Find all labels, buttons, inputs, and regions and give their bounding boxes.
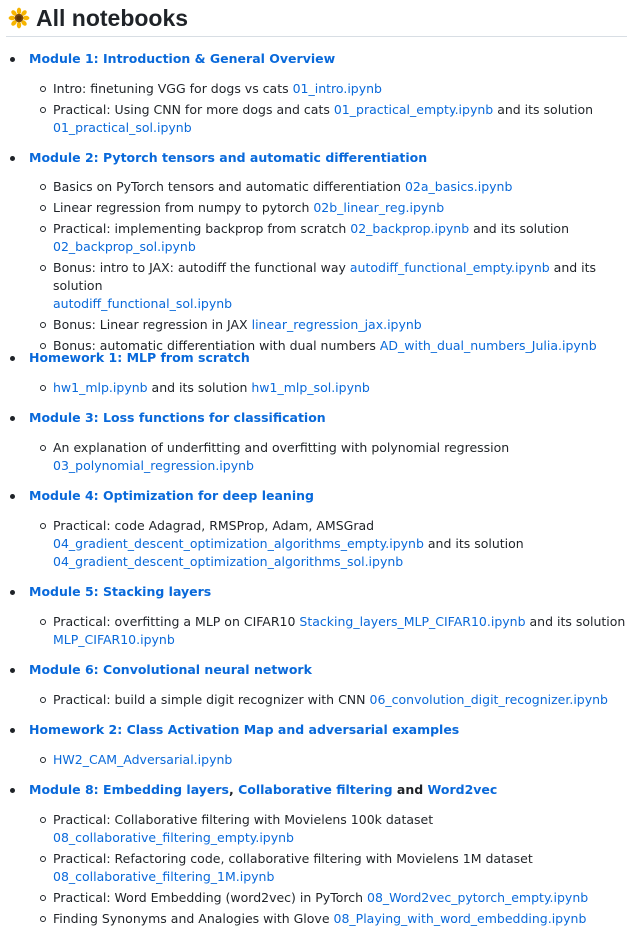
item-text: and its solution bbox=[469, 221, 569, 236]
solution-link[interactable]: autodiff_functional_sol.ipynb bbox=[53, 296, 233, 311]
homework-2-title-link[interactable]: Homework 2: Class Activation Map and adversarial examples bbox=[29, 722, 460, 737]
notebook-link[interactable]: hw1_mlp.ipynb bbox=[53, 380, 148, 395]
list-item bbox=[29, 613, 627, 649]
module-3-title-link[interactable]: Module 3: Loss functions for classification bbox=[29, 410, 326, 425]
page-header bbox=[6, 0, 627, 37]
solution-link[interactable]: hw1_mlp_sol.ipynb bbox=[251, 380, 370, 395]
module-8 bbox=[0, 781, 627, 928]
list-bullet bbox=[10, 356, 15, 361]
list-bullet bbox=[40, 916, 46, 922]
item-text: Basics on PyTorch tensors and automatic differentiation bbox=[53, 179, 405, 194]
notebook-link[interactable]: 08_Playing_with_word_embedding.ipynb bbox=[333, 911, 587, 926]
page-title: All notebooks bbox=[36, 4, 189, 31]
solution-link[interactable]: MLP_CIFAR10.ipynb bbox=[53, 632, 175, 647]
item-text: and its solution bbox=[53, 260, 597, 293]
module-5-title-link[interactable]: Module 5: Stacking layers bbox=[29, 584, 212, 599]
item-text: Bonus: automatic differentiation with dual numbers bbox=[53, 338, 380, 353]
notebook-link[interactable]: 08_collaborative_filtering_1M.ipynb bbox=[53, 869, 275, 884]
list-bullet bbox=[40, 817, 46, 823]
item-text: An explanation of underfitting and overfitting with polynomial regression bbox=[53, 440, 510, 455]
item-text: Bonus: Linear regression in JAX bbox=[53, 317, 252, 332]
module-8-title-link[interactable]: Module 8: Embedding layers bbox=[29, 782, 229, 797]
item-text: and its solution bbox=[423, 536, 524, 551]
homework-2 bbox=[0, 721, 627, 769]
title-separator: , bbox=[228, 782, 239, 797]
list-item bbox=[29, 178, 627, 196]
notebook-link[interactable]: AD_with_dual_numbers_Julia.ipynb bbox=[379, 338, 597, 353]
item-text: Finding Synonyms and Analogies with Glove bbox=[53, 911, 334, 926]
module-2-title-link[interactable]: Module 2: Pytorch tensors and automatic differentiation bbox=[29, 150, 428, 165]
module-3-items bbox=[29, 439, 627, 475]
notebook-link[interactable]: 01_intro.ipynb bbox=[292, 81, 382, 96]
list-bullet bbox=[40, 856, 46, 862]
list-bullet bbox=[40, 226, 46, 232]
list-item bbox=[29, 379, 627, 397]
list-item bbox=[29, 80, 627, 98]
list-bullet bbox=[10, 668, 15, 673]
module-5-items bbox=[29, 613, 627, 649]
item-text: and its solution bbox=[493, 102, 594, 117]
list-bullet bbox=[40, 697, 46, 703]
list-bullet bbox=[40, 445, 46, 451]
notebook-link[interactable]: Stacking_layers_MLP_CIFAR10.ipynb bbox=[299, 614, 526, 629]
list-item bbox=[29, 101, 627, 137]
module-1 bbox=[0, 50, 627, 137]
notebook-link[interactable]: 02_backprop.ipynb bbox=[350, 221, 470, 236]
module-2-items bbox=[29, 178, 627, 355]
list-item bbox=[29, 811, 627, 847]
module-3 bbox=[0, 409, 627, 475]
item-text: Practical: code Adagrad, RMSProp, Adam, AMSGrad bbox=[53, 518, 375, 533]
module-1-items bbox=[29, 80, 627, 137]
list-bullet bbox=[10, 57, 15, 62]
notebook-link[interactable]: 02b_linear_reg.ipynb bbox=[313, 200, 445, 215]
list-item bbox=[29, 889, 627, 907]
list-item bbox=[29, 199, 627, 217]
list-item bbox=[29, 316, 627, 334]
list-item bbox=[29, 439, 627, 475]
list-item bbox=[29, 259, 627, 313]
list-item bbox=[29, 910, 627, 928]
module-1-title-link[interactable]: Module 1: Introduction & General Overview bbox=[29, 51, 336, 66]
solution-link[interactable]: 02_backprop_sol.ipynb bbox=[53, 239, 196, 254]
item-text: Intro: finetuning VGG for dogs vs cats bbox=[53, 81, 293, 96]
homework-2-items bbox=[29, 751, 627, 769]
module-6-items bbox=[29, 691, 627, 709]
homework-1-items bbox=[29, 379, 627, 397]
list-bullet bbox=[40, 265, 46, 271]
item-text: Practical: Word Embedding (word2vec) in PyTorch bbox=[53, 890, 367, 905]
list-bullet bbox=[10, 494, 15, 499]
notebook-link[interactable]: HW2_CAM_Adversarial.ipynb bbox=[53, 752, 233, 767]
list-item bbox=[29, 751, 627, 769]
list-bullet bbox=[10, 156, 15, 161]
list-bullet bbox=[40, 322, 46, 328]
list-item bbox=[29, 850, 627, 886]
item-text: Practical: implementing backprop from scratch bbox=[53, 221, 351, 236]
word2vec-link[interactable]: Word2vec bbox=[427, 782, 498, 797]
collaborative-filtering-link[interactable]: Collaborative filtering bbox=[238, 782, 393, 797]
list-bullet bbox=[40, 107, 46, 113]
module-6-title-link[interactable]: Module 6: Convolutional neural network bbox=[29, 662, 312, 677]
list-bullet bbox=[40, 523, 46, 529]
list-item bbox=[29, 691, 627, 709]
module-4-items bbox=[29, 517, 627, 571]
list-bullet bbox=[10, 416, 15, 421]
notebook-link[interactable]: 02a_basics.ipynb bbox=[404, 179, 513, 194]
list-bullet bbox=[10, 788, 15, 793]
item-text: Practical: Refactoring code, collaborative filtering with Movielens 1M dataset bbox=[53, 851, 533, 866]
title-separator: and bbox=[392, 782, 428, 797]
homework-1-title-link[interactable]: Homework 1: MLP from scratch bbox=[29, 350, 250, 365]
item-text: and its solution bbox=[525, 614, 626, 629]
module-8-title bbox=[29, 781, 627, 799]
item-text: and its solution bbox=[147, 380, 252, 395]
notebook-link[interactable]: 04_gradient_descent_optimization_algorithms_empty.ipynb bbox=[53, 536, 424, 551]
list-bullet bbox=[40, 619, 46, 625]
notebook-link[interactable]: linear_regression_jax.ipynb bbox=[251, 317, 422, 332]
list-bullet bbox=[10, 590, 15, 595]
item-text: Practical: build a simple digit recognizer with CNN bbox=[53, 692, 370, 707]
solution-link[interactable]: 04_gradient_descent_optimization_algorithms_sol.ipynb bbox=[53, 554, 404, 569]
homework-1 bbox=[0, 349, 627, 397]
list-bullet bbox=[40, 757, 46, 763]
list-item bbox=[29, 517, 627, 571]
list-item bbox=[29, 220, 627, 256]
sunflower-icon bbox=[8, 7, 30, 29]
module-8-items bbox=[29, 811, 627, 928]
module-6 bbox=[0, 661, 627, 709]
item-text: Practical: Using CNN for more dogs and cats bbox=[53, 102, 334, 117]
list-bullet bbox=[40, 86, 46, 92]
item-text: Linear regression from numpy to pytorch bbox=[53, 200, 314, 215]
list-bullet bbox=[40, 184, 46, 190]
module-5 bbox=[0, 583, 627, 649]
notebook-link[interactable]: 08_Word2vec_pytorch_empty.ipynb bbox=[367, 890, 589, 905]
module-2 bbox=[0, 149, 627, 355]
item-text: Bonus: intro to JAX: autodiff the functional way bbox=[53, 260, 350, 275]
notebook-link[interactable]: 08_collaborative_filtering_empty.ipynb bbox=[53, 830, 294, 845]
list-bullet bbox=[40, 385, 46, 391]
item-text: Practical: overfitting a MLP on CIFAR10 bbox=[53, 614, 300, 629]
list-bullet bbox=[40, 895, 46, 901]
notebook-link[interactable]: autodiff_functional_empty.ipynb bbox=[349, 260, 550, 275]
item-text: Practical: Collaborative filtering with Movielens 100k dataset bbox=[53, 812, 434, 827]
notebook-link[interactable]: 03_polynomial_regression.ipynb bbox=[53, 458, 254, 473]
list-bullet bbox=[10, 728, 15, 733]
solution-link[interactable]: 01_practical_sol.ipynb bbox=[53, 120, 192, 135]
notebook-link[interactable]: 06_convolution_digit_recognizer.ipynb bbox=[369, 692, 608, 707]
list-bullet bbox=[40, 205, 46, 211]
module-4-title-link[interactable]: Module 4: Optimization for deep leaning bbox=[29, 488, 314, 503]
module-4 bbox=[0, 487, 627, 571]
notebook-link[interactable]: 01_practical_empty.ipynb bbox=[333, 102, 494, 117]
